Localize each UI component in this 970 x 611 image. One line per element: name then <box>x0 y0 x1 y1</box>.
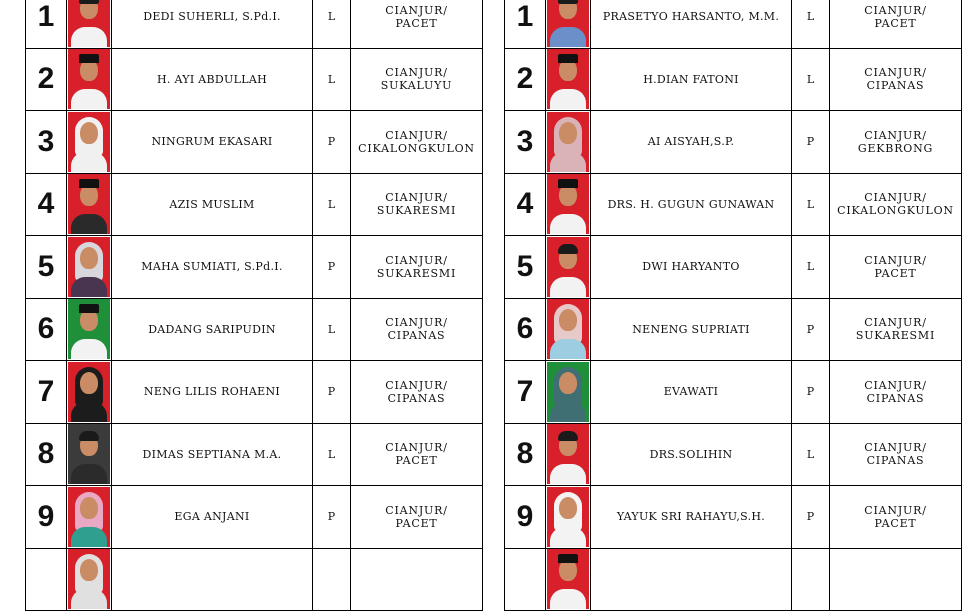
candidate-photo <box>547 549 589 609</box>
candidate-region <box>351 361 483 424</box>
candidate-region <box>351 0 483 48</box>
region-line-2: PACET <box>395 516 438 530</box>
candidate-gender: L <box>313 0 351 48</box>
candidate-region <box>351 486 483 549</box>
candidate-table <box>504 0 962 611</box>
candidate-name: DRS. H. GUGUN GUNAWAN <box>591 173 792 236</box>
candidate-photo-cell <box>546 361 591 424</box>
candidate-number: 2 <box>26 48 67 111</box>
candidate-region <box>351 423 483 486</box>
table-body <box>26 0 483 611</box>
region-line-1: CIANJUR/ <box>385 3 448 17</box>
candidate-photo-cell <box>546 0 591 48</box>
candidate-gender: L <box>792 173 830 236</box>
candidate-photo <box>68 487 110 547</box>
candidate-photo-cell <box>67 298 112 361</box>
candidate-region <box>830 173 962 236</box>
candidate-name: AZIS MUSLIM <box>112 173 313 236</box>
candidate-name: NENG LILIS ROHAENI <box>112 361 313 424</box>
candidate-photo <box>547 299 589 359</box>
candidate-number: 7 <box>26 361 67 424</box>
table-row <box>505 361 962 424</box>
candidate-gender: P <box>792 111 830 174</box>
region-line-2: SUKARESMI <box>376 266 457 280</box>
region-line-2: PACET <box>395 16 438 30</box>
candidate-photo <box>68 424 110 484</box>
table-row <box>26 236 483 299</box>
region-line-2: PACET <box>874 16 917 30</box>
candidate-name: PRASETYO HARSANTO, M.M. <box>591 0 792 48</box>
candidate-photo-cell <box>546 548 591 611</box>
candidate-photo <box>68 237 110 297</box>
region-line-2: CIKALONGKULON <box>358 141 475 155</box>
candidate-photo <box>547 487 589 547</box>
region-line-1: CIANJUR/ <box>385 253 448 267</box>
candidate-photo <box>547 174 589 234</box>
candidate-gender: L <box>792 236 830 299</box>
candidate-number: 8 <box>505 423 546 486</box>
region-line-1: CIANJUR/ <box>385 191 448 205</box>
candidate-gender: P <box>313 486 351 549</box>
table-row <box>505 423 962 486</box>
region-line-2: CIKALONGKULON <box>837 204 954 218</box>
region-line-1: CIANJUR/ <box>385 441 448 455</box>
region-line-1: CIANJUR/ <box>864 253 927 267</box>
candidate-gender <box>792 548 830 611</box>
candidate-number: 1 <box>505 0 546 48</box>
candidate-name: MAHA SUMIATI, S.Pd.I. <box>112 236 313 299</box>
candidate-photo-cell <box>546 48 591 111</box>
region-line-1: CIANJUR/ <box>385 128 448 142</box>
candidate-gender: L <box>313 48 351 111</box>
region-line-2: PACET <box>874 516 917 530</box>
candidate-number: 6 <box>505 298 546 361</box>
candidate-gender: L <box>792 0 830 48</box>
right-candidate-table <box>504 0 962 611</box>
candidate-region <box>351 111 483 174</box>
candidate-number <box>505 548 546 611</box>
table-row <box>26 0 483 48</box>
region-line-2: SUKALUYU <box>380 79 453 93</box>
candidate-number: 7 <box>505 361 546 424</box>
candidate-photo <box>547 424 589 484</box>
table-row <box>505 111 962 174</box>
table-body <box>505 0 962 611</box>
region-line-2: CIPANAS <box>866 454 925 468</box>
candidate-number: 8 <box>26 423 67 486</box>
candidate-gender: L <box>313 173 351 236</box>
candidate-number: 1 <box>26 0 67 48</box>
candidate-gender: P <box>313 236 351 299</box>
table-row <box>505 0 962 48</box>
candidate-photo <box>547 0 589 47</box>
table-row <box>26 423 483 486</box>
candidate-region <box>830 298 962 361</box>
table-row <box>26 548 483 611</box>
region-line-1: CIANJUR/ <box>864 441 927 455</box>
candidate-photo <box>68 49 110 109</box>
table-row <box>26 298 483 361</box>
candidate-photo <box>547 237 589 297</box>
region-line-2: CIPANAS <box>866 391 925 405</box>
candidate-photo-cell <box>67 111 112 174</box>
candidate-name: DWI HARYANTO <box>591 236 792 299</box>
candidate-name: EVAWATI <box>591 361 792 424</box>
region-line-2: SUKARESMI <box>376 204 457 218</box>
candidate-name: DIMAS SEPTIANA M.A. <box>112 423 313 486</box>
candidate-gender: P <box>313 361 351 424</box>
candidate-photo <box>68 549 110 609</box>
candidate-gender: L <box>792 423 830 486</box>
candidate-region <box>351 173 483 236</box>
candidate-gender: L <box>313 298 351 361</box>
candidate-photo-cell <box>546 423 591 486</box>
region-line-1: CIANJUR/ <box>385 316 448 330</box>
region-line-2: PACET <box>874 266 917 280</box>
candidate-name: NINGRUM EKASARI <box>112 111 313 174</box>
candidate-name <box>591 548 792 611</box>
region-line-1: CIANJUR/ <box>864 503 927 517</box>
candidate-number: 4 <box>505 173 546 236</box>
candidate-name: H. AYI ABDULLAH <box>112 48 313 111</box>
candidate-photo-cell <box>67 48 112 111</box>
candidate-region <box>351 548 483 611</box>
candidate-name: NENENG SUPRIATI <box>591 298 792 361</box>
candidate-photo-cell <box>67 173 112 236</box>
candidate-photo <box>68 0 110 47</box>
candidate-number: 2 <box>505 48 546 111</box>
table-row <box>505 548 962 611</box>
region-line-2: CIPANAS <box>387 391 446 405</box>
candidate-gender: P <box>792 298 830 361</box>
candidate-name <box>112 548 313 611</box>
candidate-photo-cell <box>546 111 591 174</box>
candidate-photo-cell <box>67 236 112 299</box>
region-line-2: SUKARESMI <box>855 329 936 343</box>
candidate-photo <box>547 362 589 422</box>
candidate-number: 5 <box>505 236 546 299</box>
region-line-1: CIANJUR/ <box>385 66 448 80</box>
candidate-photo <box>68 362 110 422</box>
candidate-name: DRS.SOLIHIN <box>591 423 792 486</box>
region-line-2: GEKBRONG <box>857 141 934 155</box>
table-row <box>505 173 962 236</box>
candidate-name: EGA ANJANI <box>112 486 313 549</box>
candidate-region <box>830 48 962 111</box>
candidate-region <box>830 361 962 424</box>
candidate-photo-cell <box>67 548 112 611</box>
table-row <box>26 361 483 424</box>
region-line-1: CIANJUR/ <box>864 191 927 205</box>
candidate-name: AI AISYAH,S.P. <box>591 111 792 174</box>
table-row <box>26 48 483 111</box>
candidate-gender: L <box>313 423 351 486</box>
candidate-gender: P <box>792 361 830 424</box>
candidate-name: H.DIAN FATONI <box>591 48 792 111</box>
region-line-1: CIANJUR/ <box>864 378 927 392</box>
candidate-table <box>25 0 483 611</box>
candidate-photo <box>68 174 110 234</box>
candidate-photo-cell <box>67 486 112 549</box>
candidate-photo-cell <box>546 173 591 236</box>
candidate-photo <box>68 112 110 172</box>
candidate-region <box>830 423 962 486</box>
table-row <box>505 486 962 549</box>
candidate-gender: L <box>792 48 830 111</box>
table-row <box>26 486 483 549</box>
region-line-2: PACET <box>395 454 438 468</box>
left-candidate-table <box>25 0 483 611</box>
region-line-1: CIANJUR/ <box>864 316 927 330</box>
candidate-region <box>830 111 962 174</box>
candidate-number: 6 <box>26 298 67 361</box>
candidate-photo-cell <box>67 423 112 486</box>
candidate-region <box>351 236 483 299</box>
candidate-photo <box>547 112 589 172</box>
candidate-gender: P <box>313 111 351 174</box>
candidate-number: 4 <box>26 173 67 236</box>
region-line-1: CIANJUR/ <box>385 503 448 517</box>
region-line-1: CIANJUR/ <box>864 66 927 80</box>
candidate-gender: P <box>792 486 830 549</box>
region-line-2: CIPANAS <box>866 79 925 93</box>
candidate-name: DADANG SARIPUDIN <box>112 298 313 361</box>
candidate-region <box>830 0 962 48</box>
candidate-number: 3 <box>26 111 67 174</box>
candidate-region <box>351 298 483 361</box>
table-row <box>26 111 483 174</box>
candidate-name: DEDI SUHERLI, S.Pd.I. <box>112 0 313 48</box>
region-line-1: CIANJUR/ <box>864 3 927 17</box>
table-row <box>505 298 962 361</box>
candidate-number: 9 <box>505 486 546 549</box>
table-row <box>26 173 483 236</box>
region-line-1: CIANJUR/ <box>864 128 927 142</box>
candidate-region <box>830 236 962 299</box>
candidate-photo-cell <box>546 236 591 299</box>
candidate-number: 9 <box>26 486 67 549</box>
candidate-region <box>351 48 483 111</box>
table-row <box>505 48 962 111</box>
candidate-photo-cell <box>67 0 112 48</box>
table-row <box>505 236 962 299</box>
candidate-name: YAYUK SRI RAHAYU,S.H. <box>591 486 792 549</box>
candidate-photo-cell <box>546 298 591 361</box>
region-line-1: CIANJUR/ <box>385 378 448 392</box>
region-line-2: CIPANAS <box>387 329 446 343</box>
candidate-photo-cell <box>546 486 591 549</box>
candidate-gender <box>313 548 351 611</box>
candidate-number: 3 <box>505 111 546 174</box>
candidate-photo <box>547 49 589 109</box>
candidate-region <box>830 548 962 611</box>
candidate-photo <box>68 299 110 359</box>
candidate-number <box>26 548 67 611</box>
candidate-region <box>830 486 962 549</box>
candidate-photo-cell <box>67 361 112 424</box>
candidate-number: 5 <box>26 236 67 299</box>
